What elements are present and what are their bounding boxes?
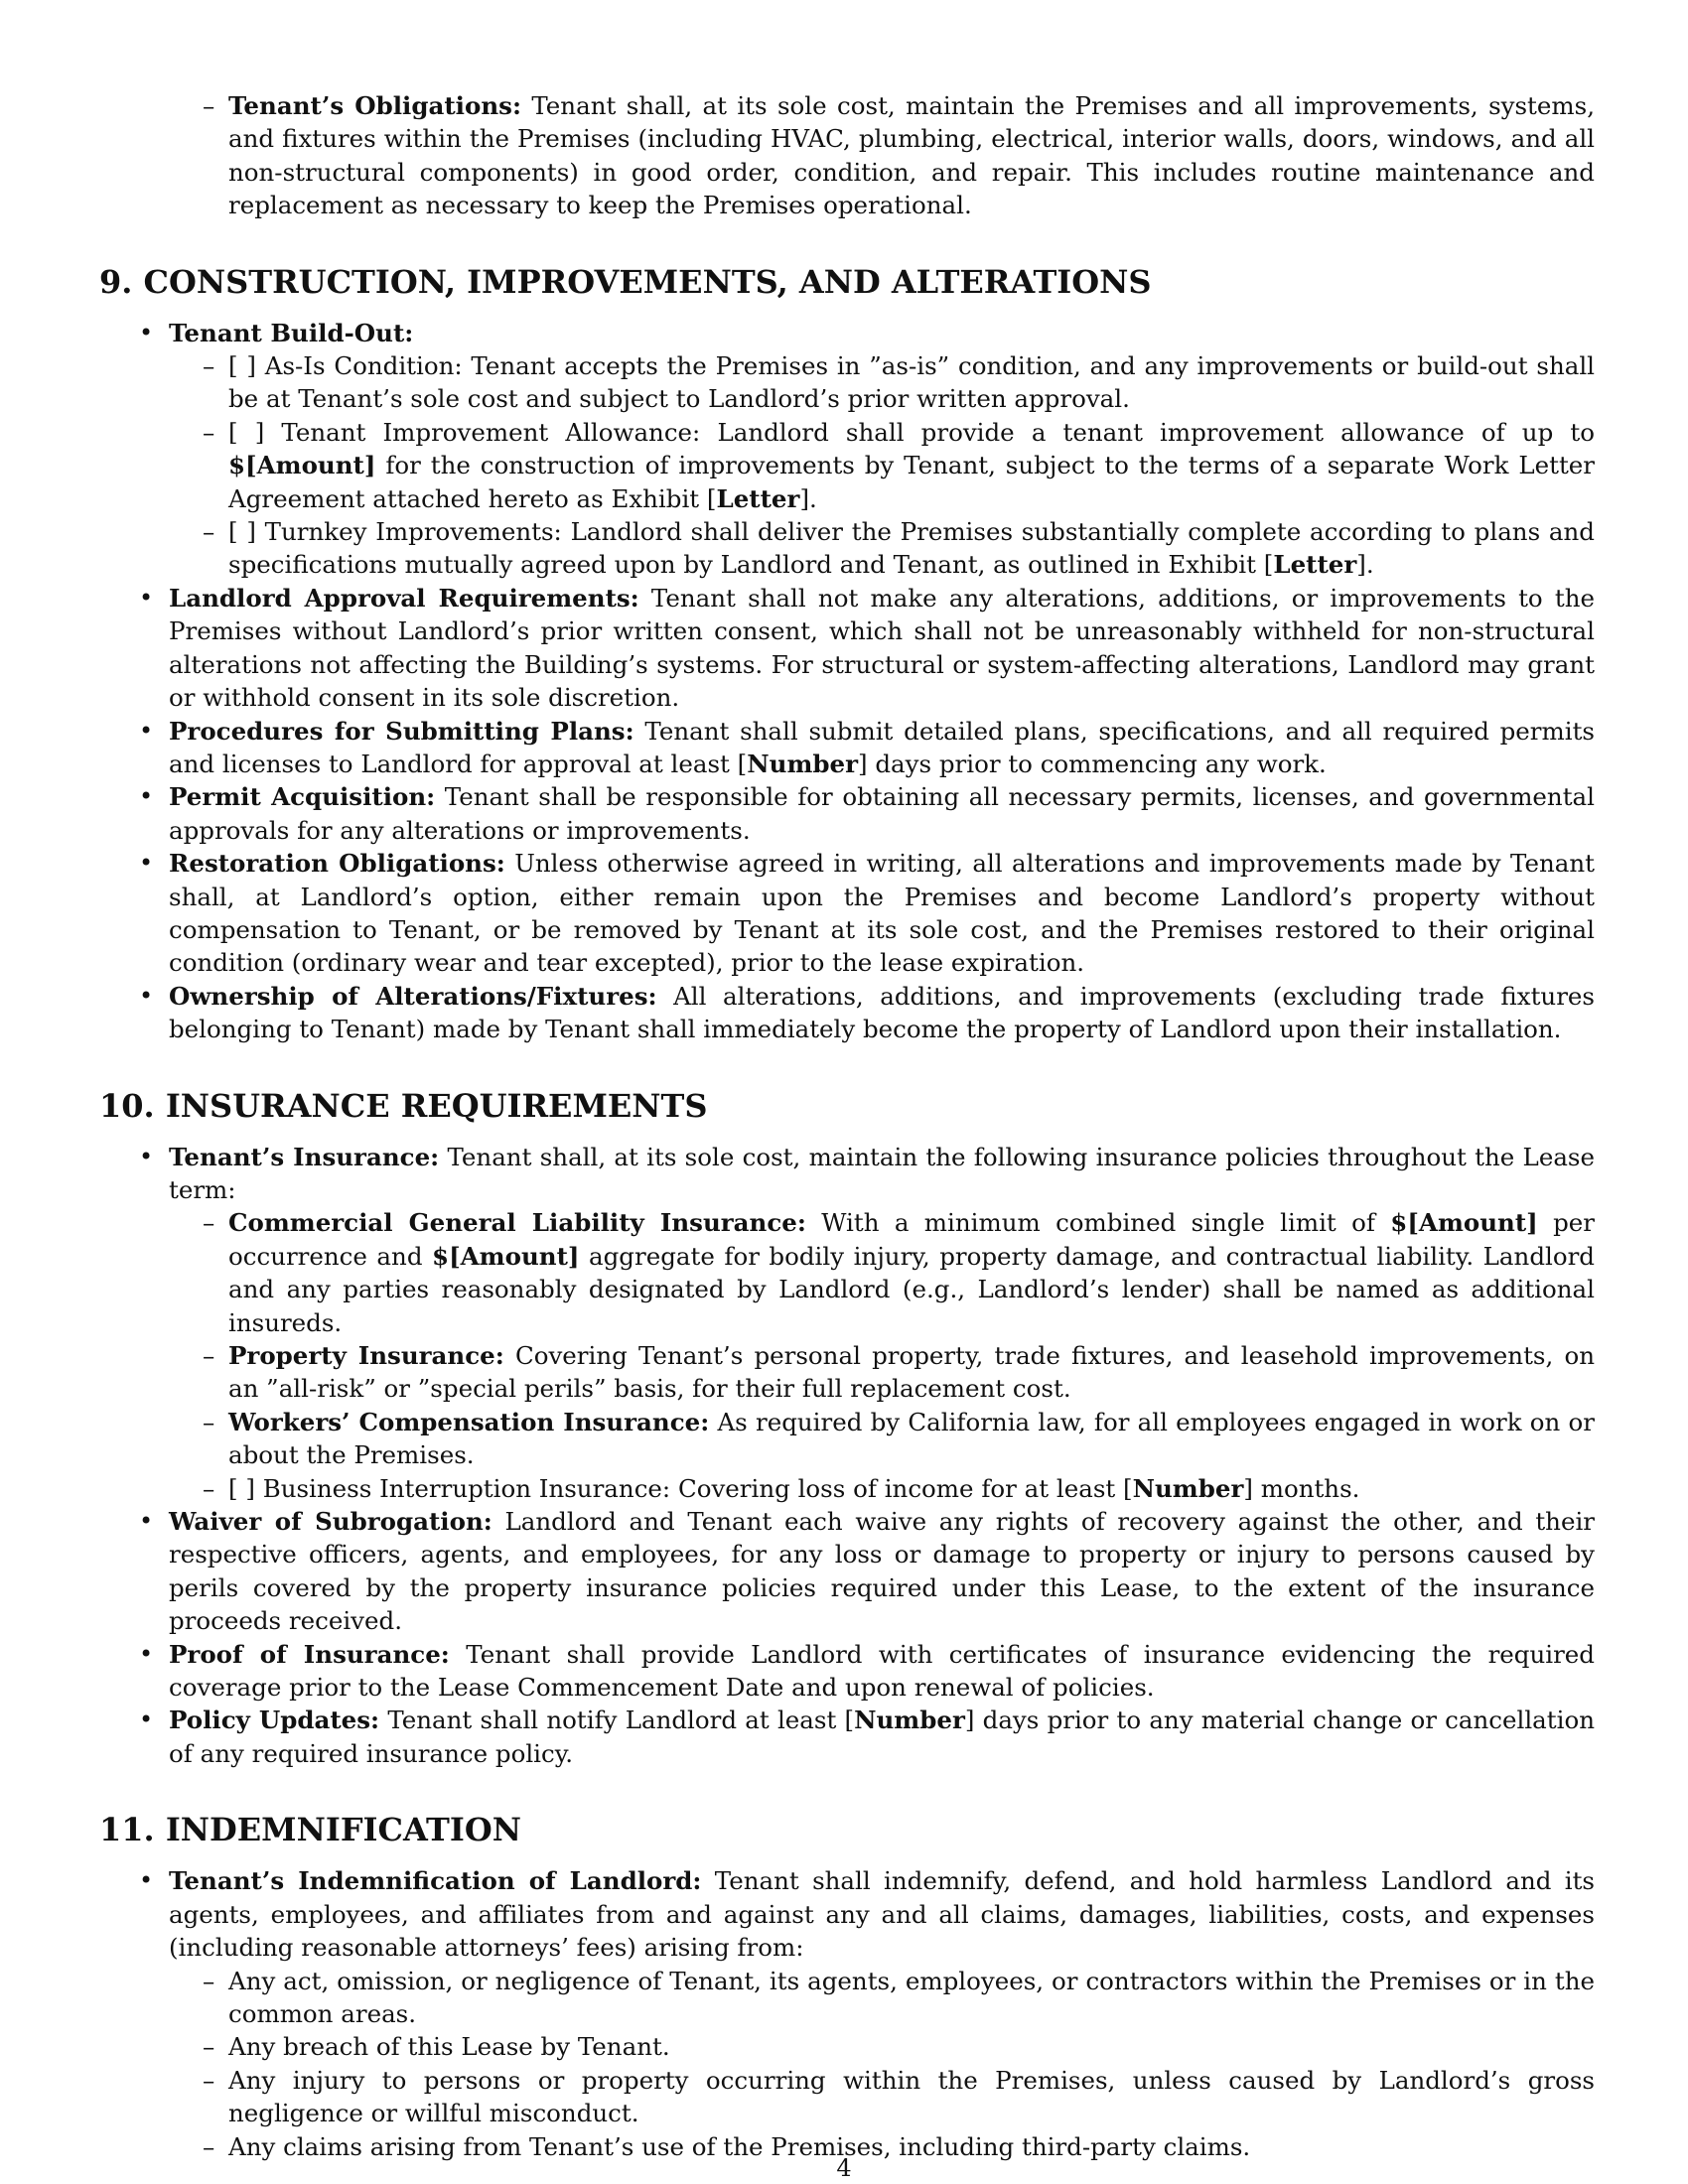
cgl-insurance-item xyxy=(169,1206,1595,1339)
item-label: Proof of Insurance: xyxy=(169,1639,450,1669)
intro-list xyxy=(169,89,1595,222)
item-label: Ownership of Alterations/Fixtures: xyxy=(169,981,657,1011)
item-text: Tenant shall provide Landlord with certificates of insurance evidencing the required coverage prior to the Lease Commencement Date and upon renewal of policies. xyxy=(169,1639,1595,1703)
item-label: Procedures for Submitting Plans: xyxy=(169,716,634,746)
tenant-obligations-item xyxy=(169,89,1595,222)
section-11-heading: 11. INDEMNIFICATION xyxy=(99,1811,521,1849)
submitting-plans-item xyxy=(99,715,1595,781)
section-9-list xyxy=(99,317,1595,1046)
allowance-option xyxy=(169,416,1595,515)
item-text: Tenant shall, at its sole cost, maintain the Premises and all improvements, systems, and fixtures within the Premises (including HVAC, plumbing, electrical, interior walls, doors, windows, and all non-structural components) in good order, condition, and repair. This includes routine maintenance and replacement as necessary to keep the Premises operational. xyxy=(228,91,1595,220)
item-text: Tenant shall, at its sole cost, maintain the following insurance policies throughout the Lease term: xyxy=(169,1142,1595,1204)
list-item: – Any injury to persons or property occurring within the Premises, unless caused by Landlord’s gross negligence or willful misconduct. xyxy=(169,2064,1595,2130)
build-out-options xyxy=(169,349,1595,582)
item-text: Tenant shall be responsible for obtaining all necessary permits, licenses, and governmental approvals for any alterations or improvements. xyxy=(169,782,1596,845)
item-text: per occurrence and xyxy=(228,1208,1595,1271)
item-text: aggregate for bodily injury, property damage, and contractual liability. Landlord and any parties reasonably designated by Landlord (e.g., Landlord’s lender) shall be named as additional insureds. xyxy=(228,1241,1595,1337)
restoration-obligations-item xyxy=(99,847,1595,980)
option-text: [ ] As-Is Condition: Tenant accepts the Premises in ”as-is” condition, and any improvements or build-out shall be at Tenant’s sole cost and subject to Landlord’s prior written approval. xyxy=(228,351,1595,414)
item-text: ] days prior to any material change or cancellation of any required insurance policy. xyxy=(169,1706,1595,1768)
as-is-option xyxy=(169,349,1595,416)
page-number: 4 xyxy=(836,2154,852,2182)
item-text: Tenant shall indemnify, defend, and hold harmless Landlord and its agents, employees, and affiliates from and against any and all claims, damages, liabilities, costs, and expenses (including reasonable attorneys’ fees) arising from: xyxy=(169,1866,1595,1963)
amount-placeholder: $[Amount] xyxy=(432,1241,580,1271)
insurance-policies xyxy=(169,1206,1595,1505)
option-text: ]. xyxy=(1356,550,1374,580)
option-text: [ ] Turnkey Improvements: Landlord shall deliver the Premises substantially complete according to plans and specifications mutually agreed upon by Landlord and Tenant, as outlined in Exhibit [ xyxy=(228,517,1595,580)
waiver-subrogation-item xyxy=(99,1505,1595,1638)
item-text: Tenant shall submit detailed plans, specifications, and all required permits and licenses to Landlord for approval at least [ xyxy=(169,716,1596,778)
option-text: [ ] Tenant Improvement Allowance: Landlord shall provide a tenant improvement allowance of up to xyxy=(228,417,1595,447)
item-label: Tenant’s Indemnification of Landlord: xyxy=(169,1866,702,1896)
document-body xyxy=(99,89,1595,2163)
option-text: for the construction of improvements by Tenant, subject to the terms of a separate Work Letter Agreement attached hereto as Exhibit [ xyxy=(228,451,1595,513)
tenant-insurance-item xyxy=(99,1141,1595,1505)
item-text: Tenant shall not make any alterations, additions, or improvements to the Premises without Landlord’s prior written consent, which shall not be unreasonably withheld for non-structural alterations not affecting the Building’s systems. For structural or system-affecting alterations, Landlord may grant or withhold consent in its sole discretion. xyxy=(169,583,1596,713)
item-text: [ ] Business Interruption Insurance: Covering loss of income for at least [ xyxy=(228,1473,1133,1503)
item-text: ] months. xyxy=(1243,1473,1360,1503)
business-interruption-item xyxy=(169,1472,1595,1505)
indemnification-sublist xyxy=(169,1965,1595,2163)
item-text: All alterations, additions, and improvements (excluding trade fixtures belonging to Tenant) made by Tenant shall immediately become the property of Landlord upon their installation. xyxy=(169,981,1595,1044)
item-label: Workers’ Compensation Insurance: xyxy=(228,1407,710,1436)
ownership-item xyxy=(99,980,1595,1046)
item-label: Property Insurance: xyxy=(228,1341,504,1370)
item-text: Landlord and Tenant each waive any rights of recovery against the other, and their respective officers, agents, and employees, for any loss or damage to property or injury to persons caused by perils covered by the property insurance policies required under this Lease, to the extent of the insurance proceeds received. xyxy=(169,1507,1596,1636)
option-text: ]. xyxy=(799,483,817,513)
item-label: Waiver of Subrogation: xyxy=(169,1507,492,1537)
turnkey-option xyxy=(169,515,1595,582)
item-text: As required by California law, for all employees engaged in work on or about the Premises. xyxy=(228,1407,1595,1470)
item-text: Unless otherwise agreed in writing, all alterations and improvements made by Tenant shall, at Landlord’s option, either remain upon the Premises and become Landlord’s property without compensation to Tenant, or be removed by Tenant at its sole cost, and the Premises restored to their original condition (ordinary wear and tear excepted), prior to the lease expiration. xyxy=(169,849,1595,978)
list-item: – Any claims arising from Tenant’s use of the Premises, including third-party claims. xyxy=(169,2130,1595,2163)
item-label: Commercial General Liability Insurance: xyxy=(228,1208,806,1238)
item-text: Tenant shall notify Landlord at least [ xyxy=(379,1706,855,1735)
number-placeholder: Number xyxy=(854,1706,965,1735)
section-9-heading: 9. CONSTRUCTION, IMPROVEMENTS, AND ALTERATIONS xyxy=(99,262,1152,301)
item-text: ] days prior to commencing any work. xyxy=(858,749,1327,778)
item-label: Policy Updates: xyxy=(169,1706,380,1735)
item-label: Tenant’s Insurance: xyxy=(169,1142,440,1171)
list-item: – Any act, omission, or negligence of Tenant, its agents, employees, or contractors within the Premises or in the common areas. xyxy=(169,1965,1595,2031)
item-label: Restoration Obligations: xyxy=(169,849,505,879)
landlord-approval-item xyxy=(99,582,1595,715)
item-label: Permit Acquisition: xyxy=(169,782,436,812)
number-placeholder: Number xyxy=(1132,1473,1244,1503)
list-item: – Any breach of this Lease by Tenant. xyxy=(169,2030,1595,2063)
amount-placeholder: $[Amount] xyxy=(228,451,376,480)
letter-placeholder: Letter xyxy=(716,483,800,513)
amount-placeholder: $[Amount] xyxy=(1390,1208,1538,1238)
section-10-list xyxy=(99,1141,1595,1771)
letter-placeholder: Letter xyxy=(1273,550,1357,580)
indemnification-item xyxy=(99,1864,1595,2163)
item-text: With a minimum combined single limit of xyxy=(805,1208,1391,1238)
permit-acquisition-item xyxy=(99,780,1595,847)
section-11-list xyxy=(99,1864,1595,2163)
item-label: Tenant Build-Out: xyxy=(169,318,414,347)
item-text: Covering Tenant’s personal property, trade fixtures, and leasehold improvements, on an ”all-risk” or ”special perils” basis, for their full replacement cost. xyxy=(228,1341,1595,1404)
number-placeholder: Number xyxy=(747,749,858,778)
proof-of-insurance-item xyxy=(99,1638,1595,1705)
workers-comp-item xyxy=(169,1406,1595,1472)
item-label: Landlord Approval Requirements: xyxy=(169,583,639,613)
section-10-heading: 10. INSURANCE REQUIREMENTS xyxy=(99,1086,708,1125)
tenant-build-out-item xyxy=(99,317,1595,582)
property-insurance-item xyxy=(169,1339,1595,1406)
item-label: Tenant’s Obligations: xyxy=(228,91,521,120)
policy-updates-item xyxy=(99,1704,1595,1770)
